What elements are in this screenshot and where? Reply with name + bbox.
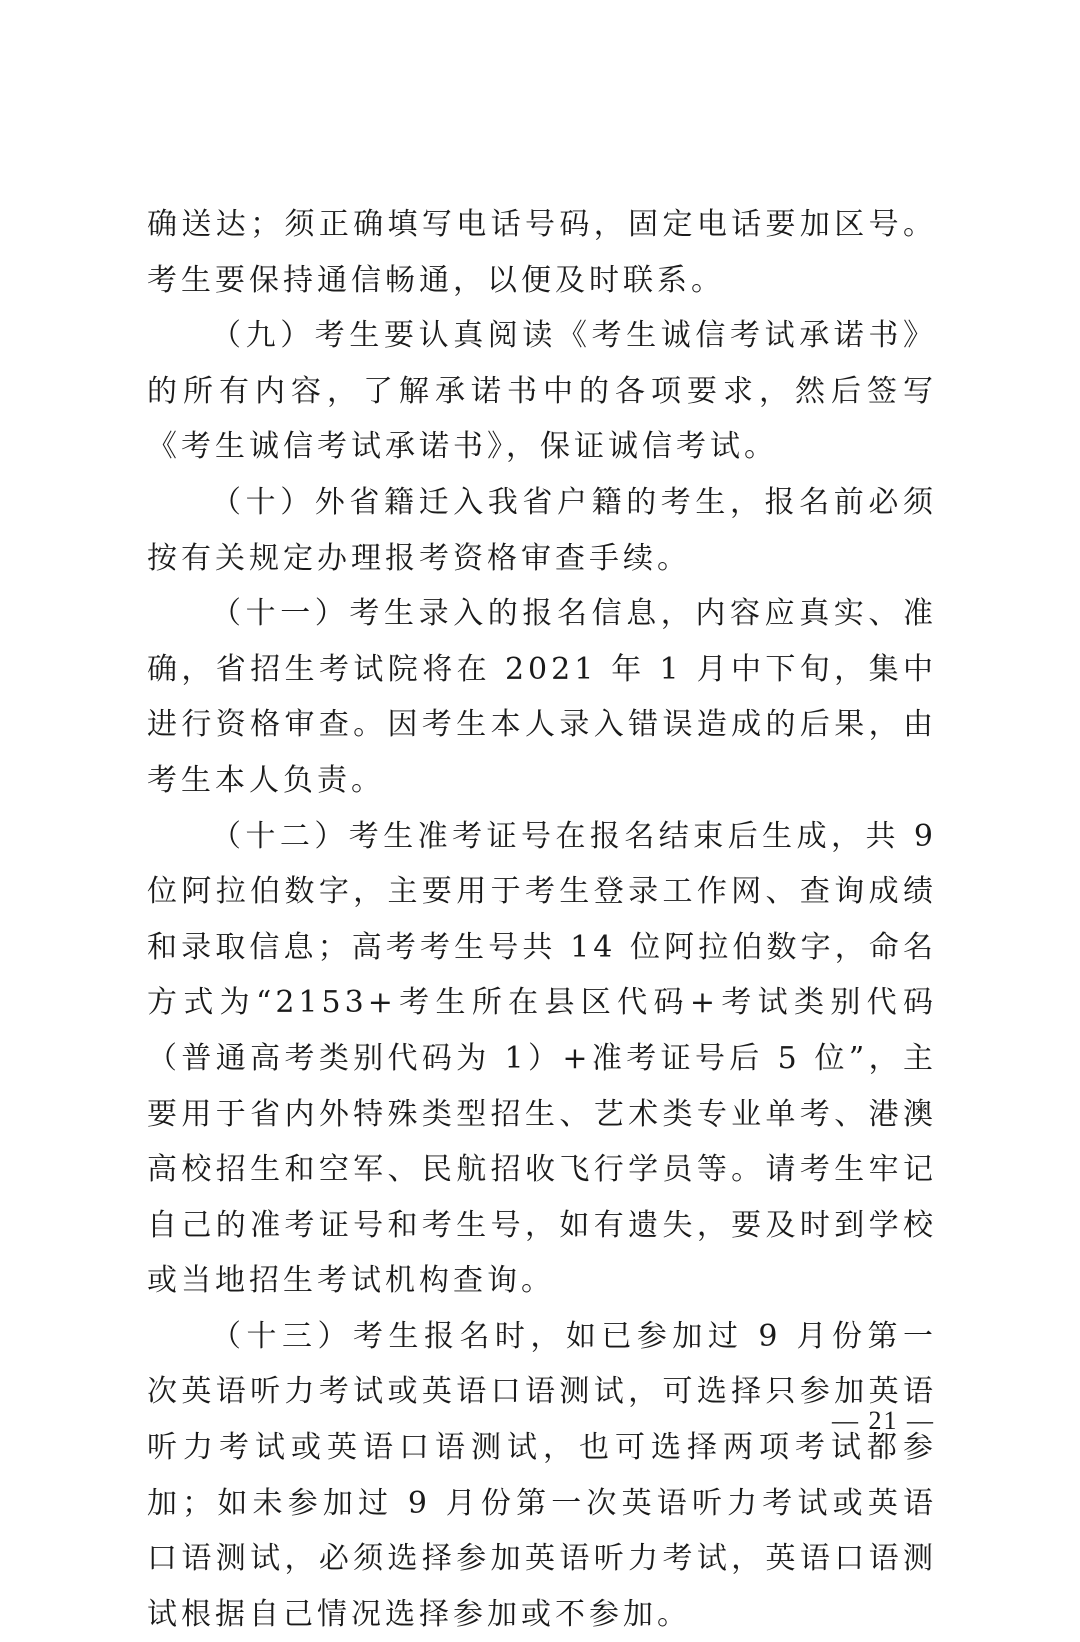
- paragraph-item-13: （十三）考生报名时，如已参加过 9 月份第一次英语听力考试或英语口语测试，可选择只参加英语听力考试或英语口语测试，也可选择两项考试都参加；如未参加过 9 月份第一次英语听力考试或英语口语测试，必须选择参加英语听力考试，英语口语测试根据自己情况选择参加或不参加。: [147, 1318, 937, 1632]
- paragraph-item-12: （十二）考生准考证号在报名结束后生成，共 9 位阿拉伯数字，主要用于考生登录工作网、查询成绩和录取信息；高考考生号共 14 位阿拉伯数字，命名方式为“2153+考生所在县区代码+考试类别代码（普通高考类别代码为 1）+准考证号后 5 位”，主要用于省内外特殊类型招生、艺术类专业单考、港澳高校招生和空军、民航招收飞行学员等。请考生牢记自己的准考证号和考生号，如有遗失，要及时到学校或当地招生考试机构查询。: [147, 818, 937, 1299]
- paragraph-item-11: （十一）考生录入的报名信息，内容应真实、准确，省招生考试院将在 2021 年 1 月中下旬，集中进行资格审查。因考生本人录入错误造成的后果，由考生本人负责。: [147, 596, 937, 798]
- document-body: [147, 197, 937, 1642]
- paragraph-item-10: （十）外省籍迁入我省户籍的考生，报名前必须按有关规定办理报考资格审查手续。: [147, 484, 937, 576]
- paragraph-continuation: 确送达；须正确填写电话号码，固定电话要加区号。考生要保持通信畅通，以便及时联系。: [147, 207, 937, 298]
- page-number: — 21 —: [832, 1406, 935, 1435]
- paragraph-item-9: （九）考生要认真阅读《考生诚信考试承诺书》的所有内容，了解承诺书中的各项要求，然后签写《考生诚信考试承诺书》，保证诚信考试。: [147, 318, 937, 465]
